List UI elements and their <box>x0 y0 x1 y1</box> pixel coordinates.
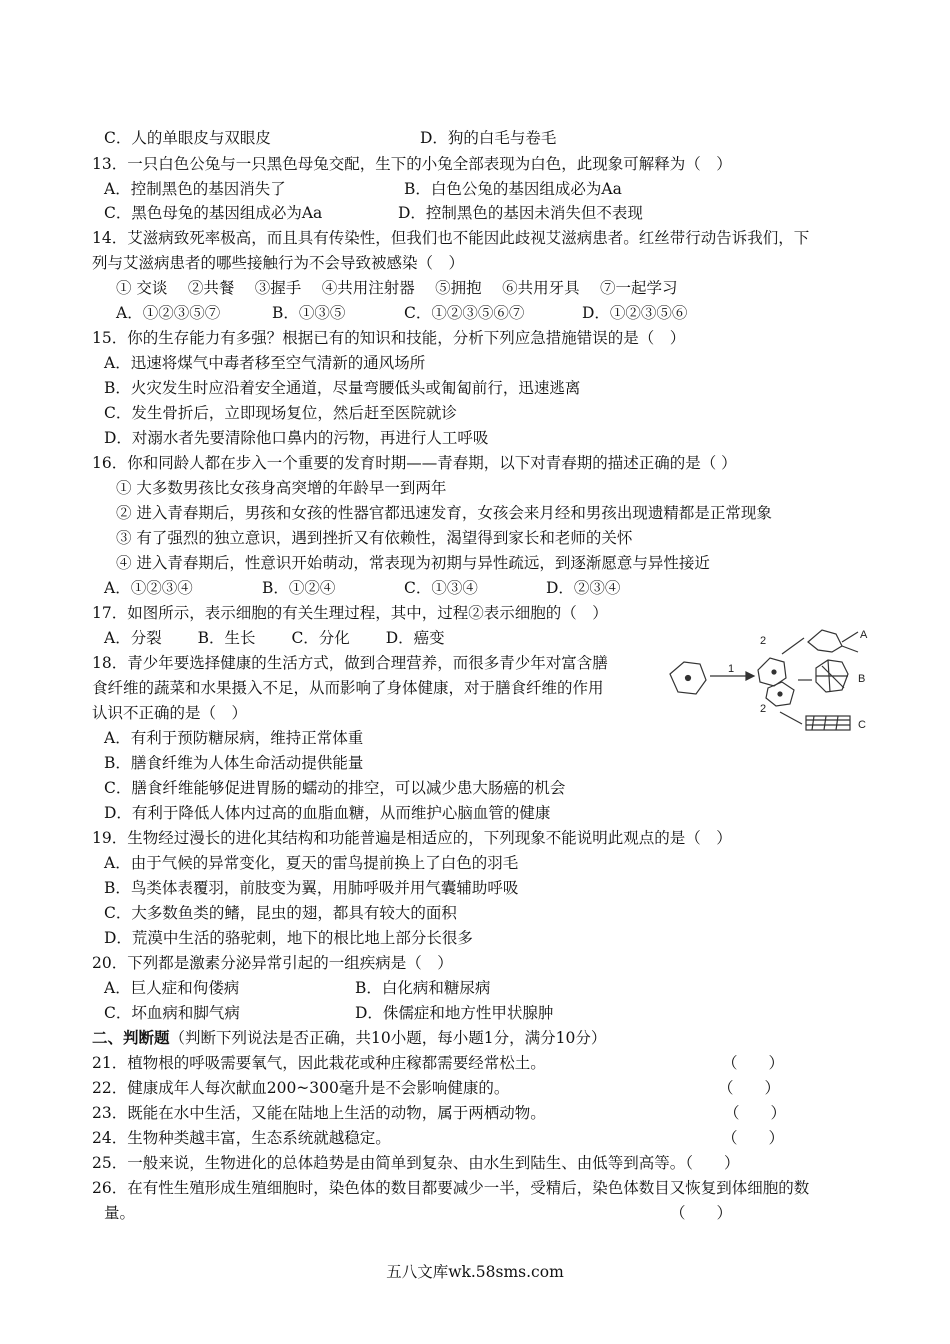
q23-statement: 23．既能在水中生活，又能在陆地上生活的动物，属于两栖动物。 <box>92 1104 546 1122</box>
figure-label-c: C <box>858 719 866 731</box>
q13-option-c: C．黑色母兔的基因组成必为Aa <box>104 204 323 222</box>
q18-stem-cont: 食纤维的蔬菜和水果摄入不足，从而影响了身体健康，对于膳食纤维的作用 <box>92 679 604 697</box>
q14-option-a: A．①②③⑤⑦ <box>116 304 221 322</box>
figure-label-a: A <box>860 629 868 641</box>
q24-statement: 24．生物种类越丰富，生态系统就越稳定。 <box>92 1129 391 1147</box>
q17-stem: 17．如图所示，表示细胞的有关生理过程，其中，过程②表示细胞的（ ） <box>92 604 608 622</box>
figure-label-b: B <box>858 673 866 685</box>
q22-statement: 22．健康成年人每次献血200~300毫升是不会影响健康的。 <box>92 1079 510 1097</box>
q15-option-b: B．火灾发生时应沿着安全通道，尽量弯腰低头或匍匐前行，迅速逃离 <box>104 379 581 397</box>
q16-statement-3: ③ 有了强烈的独立意识，遇到挫折又有依赖性，渴望得到家长和老师的关怀 <box>116 529 633 547</box>
q18-stem-cont2: 认识不正确的是（ ） <box>92 704 248 722</box>
arrow-process-2-top <box>782 638 804 654</box>
section-2-title: 二、判断题 <box>92 1028 170 1047</box>
section-2-description: （判断下列说法是否正确，共10小题，每小题1分，满分10分） <box>169 1029 607 1047</box>
q21-answer-blank[interactable]: （ ） <box>722 1054 785 1072</box>
q20-option-a: A．巨人症和佝偻病 <box>104 979 240 997</box>
q16-stem: 16．你和同龄人都在步入一个重要的发育时期——青春期，以下对青春期的描述正确的是（ ） <box>92 454 737 472</box>
q16-statement-1: ① 大多数男孩比女孩身高突增的年龄早一到两年 <box>116 479 447 497</box>
q25-statement: 25．一般来说，生物进化的总体趋势是由简单到复杂、由水生到陆生、由低等到高等。（ ） <box>92 1154 740 1172</box>
q14-stem: 14．艾滋病致死率极高，而且具有传染性，但我们也不能因此歧视艾滋病患者。红丝带行动告诉我们，下 <box>92 229 810 247</box>
page-footer: 五八文库wk.58sms.com <box>386 1263 564 1281</box>
q20-option-c: C．坏血病和脚气病 <box>104 1004 240 1022</box>
q22-answer-blank[interactable]: （ ） <box>718 1079 781 1097</box>
q16-statement-4: ④ 进入青春期后，性意识开始萌动，常表现为初期与异性疏远，到逐渐愿意与异性接近 <box>116 554 710 572</box>
q19-option-c: C．大多数鱼类的鳍，昆虫的翅，都具有较大的面积 <box>104 904 457 922</box>
q13-option-d: D．控制黑色的基因未消失但不表现 <box>398 204 643 222</box>
q18-option-b: B．膳食纤维为人体生命活动提供能量 <box>104 754 364 772</box>
figure-label-2-bottom: 2 <box>760 703 767 715</box>
q20-option-d: D．侏儒症和地方性甲状腺肿 <box>355 1004 554 1022</box>
q26-statement: 26．在有性生殖形成生殖细胞时，染色体的数目都要减少一半，受精后，染色体数目又恢复到体细胞的数 <box>92 1179 810 1197</box>
q18-option-d: D．有利于降低人体内过高的血脂血糖，从而维护心脑血管的健康 <box>104 804 551 822</box>
q19-option-a: A．由于气候的异常变化，夏天的雷鸟提前换上了白色的羽毛 <box>104 854 519 872</box>
q19-option-d: D．荒漠中生活的骆驼刺，地下的根比地上部分长很多 <box>104 929 473 947</box>
q12-option-d: D．狗的白毛与卷毛 <box>420 129 557 147</box>
q16-statement-2: ② 进入青春期后，男孩和女孩的性器官都迅速发育，女孩会来月经和男孩出现遗精都是正常现象 <box>116 504 772 522</box>
q19-stem: 19．生物经过漫长的进化其结构和功能普遍是相适应的，下列现象不能说明此观点的是（ ） <box>92 829 732 847</box>
q15-option-a: A．迅速将煤气中毒者移至空气清新的通风场所 <box>104 354 426 372</box>
cell-process-figure <box>662 628 872 754</box>
q16-option-d: D．②③④ <box>546 579 621 597</box>
q15-stem: 15．你的生存能力有多强？根据已有的知识和技能，分析下列应急措施错误的是（ ） <box>92 329 686 347</box>
tissue-a-shape <box>808 630 842 652</box>
q13-option-a: A．控制黑色的基因消失了 <box>104 180 286 198</box>
q18-stem: 18．青少年要选择健康的生活方式，做到合理营养，而很多青少年对富含膳 <box>92 654 608 672</box>
figure-label-1: 1 <box>728 663 735 675</box>
q15-option-d: D．对溺水者先要清除他口鼻内的污物，再进行人工呼吸 <box>104 429 489 447</box>
q14-items: ① 交谈 ②共餐 ③握手 ④共用注射器 ⑤拥抱 ⑥共用牙具 ⑦一起学习 <box>116 279 678 297</box>
q18-option-a: A．有利于预防糖尿病，维持正常体重 <box>104 729 364 747</box>
q16-option-c: C．①③④ <box>404 579 478 597</box>
q13-option-b: B．白色公兔的基因组成必为Aa <box>404 180 622 198</box>
q20-option-b: B．白化病和糖尿病 <box>355 979 491 997</box>
figure-label-2-top: 2 <box>760 635 767 647</box>
section-2-heading <box>92 1028 606 1048</box>
q14-option-b: B．①③⑤ <box>272 304 346 322</box>
q19-option-b: B．鸟类体表覆羽，前肢变为翼，用肺呼吸并用气囊辅助呼吸 <box>104 879 519 897</box>
q15-option-c: C．发生骨折后，立即现场复位，然后赶至医院就诊 <box>104 404 457 422</box>
q14-stem-cont: 列与艾滋病患者的哪些接触行为不会导致被感染（ ） <box>92 254 465 272</box>
q14-option-d: D．①②③⑤⑥ <box>582 304 688 322</box>
q26-statement-cont: 量。 <box>104 1204 136 1222</box>
q26-answer-blank[interactable]: （ ） <box>670 1204 733 1222</box>
q16-option-a: A．①②③④ <box>104 579 193 597</box>
q21-statement: 21．植物根的呼吸需要氧气，因此栽花或种庄稼都需要经常松土。 <box>92 1054 546 1072</box>
q23-answer-blank[interactable]: （ ） <box>724 1104 787 1122</box>
q24-answer-blank[interactable]: （ ） <box>722 1129 785 1147</box>
q20-stem: 20．下列都是激素分泌异常引起的一组疾病是（ ） <box>92 954 453 972</box>
q14-option-c: C．①②③⑤⑥⑦ <box>404 304 525 322</box>
arrow-process-2-bottom <box>780 712 802 724</box>
q12-option-c: C．人的单眼皮与双眼皮 <box>104 129 271 147</box>
q17-options: A．分裂 B．生长 C．分化 D．癌变 <box>104 629 445 647</box>
q16-option-b: B．①②④ <box>262 579 336 597</box>
q13-stem: 13．一只白色公兔与一只黑色母兔交配，生下的小兔全部表现为白色，此现象可解释为（ ） <box>92 155 732 173</box>
q18-option-c: C．膳食纤维能够促进胃肠的蠕动的排空，可以减少患大肠癌的机会 <box>104 779 566 797</box>
